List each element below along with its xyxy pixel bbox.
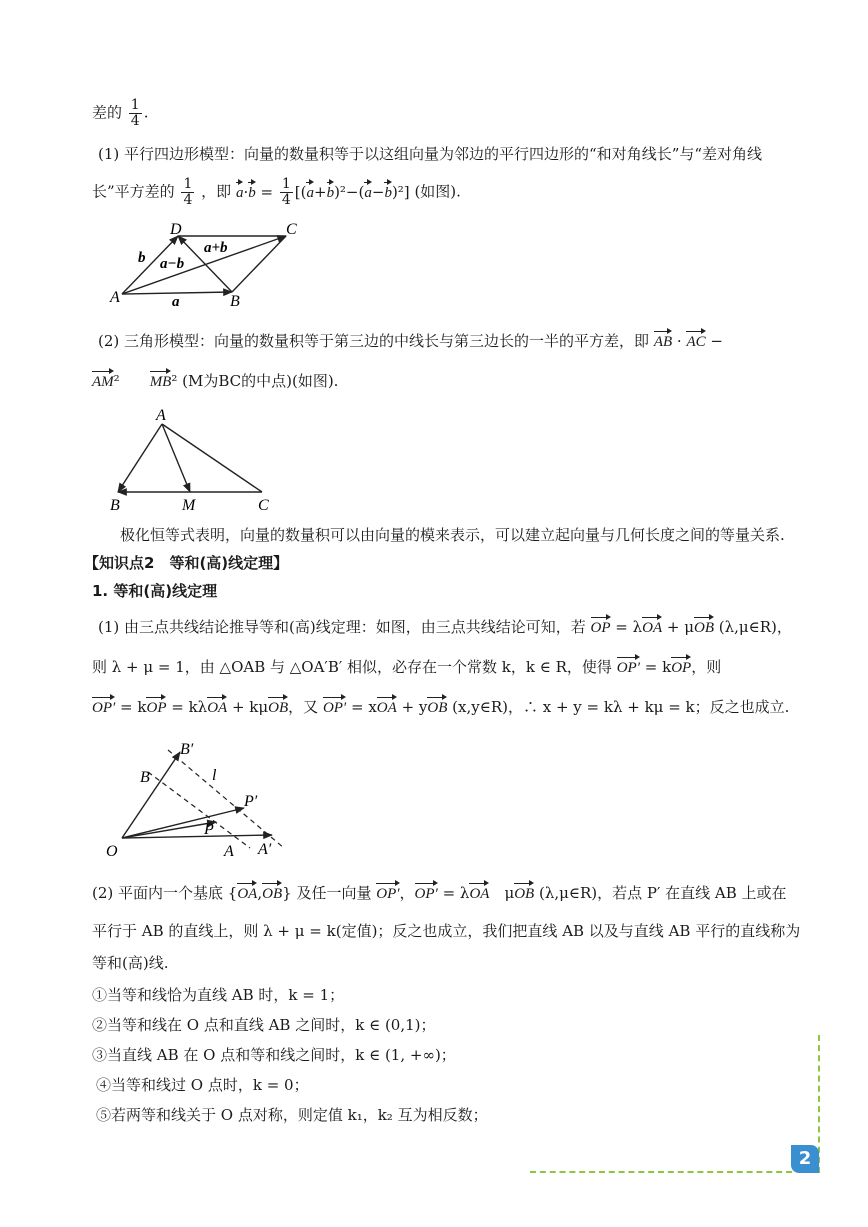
list-item: ①当等和线恰为直线 AB 时，k = 1； bbox=[92, 986, 345, 1004]
polarization-formula: a·b = $\frac{1}{4}$ [(a+b)²−(a−b)²] bbox=[235, 176, 415, 208]
equal-sum-line-figure bbox=[104, 736, 294, 862]
para4-line1: (2) 平面内一个基底 {OA,OB} 及任一向量 OP′，OP′ = λOA μOB (λ,μ∈R)，若点 P′ 在直线 AB 上或在 bbox=[92, 882, 787, 905]
intro-line: 差的 $\frac{1}{4}$ . bbox=[92, 97, 149, 129]
para3-line2: 则 λ + μ = 1，由 △OAB 与 △OA′B′ 相似，必存在一个常数 k，k ∈ R，使得 OP′ = kOP，则 bbox=[92, 656, 721, 679]
label-a-minus-b: a−b bbox=[160, 256, 185, 272]
label-B: B bbox=[110, 497, 120, 514]
page-number: 2 bbox=[791, 1145, 819, 1173]
label-B: B bbox=[230, 293, 240, 308]
list-item: ②当等和线在 O 点和直线 AB 之间时，k ∈ (0,1)； bbox=[92, 1016, 436, 1034]
label-D: D bbox=[170, 221, 182, 238]
label-a-plus-b: a+b bbox=[204, 240, 228, 256]
label-A: A bbox=[110, 289, 120, 306]
label-B-prime: B′ bbox=[180, 741, 194, 758]
label-l: l bbox=[212, 767, 217, 784]
triangle-figure bbox=[106, 404, 276, 516]
page-border-bottom bbox=[530, 1171, 792, 1173]
summary-text: 极化恒等式表明，向量的数量积可以由向量的模来表示，可以建立起向量与几何长度之间的等量关系. bbox=[120, 526, 785, 544]
para3-line3: OP′ = kOP = kλOA + kμOB，又 OP′ = xOA + yOB (x,y∈R)，∴ x + y = kλ + kμ = k；反之也成立. bbox=[92, 696, 789, 719]
label-b: b bbox=[138, 250, 146, 266]
para3-line1: (1) 由三点共线结论推导等和(高)线定理：如图，由三点共线结论可知，若 OP = λOA + μOB (λ,μ∈R)， bbox=[98, 616, 792, 639]
label-a: a bbox=[172, 294, 180, 308]
subsection-heading: 1. 等和(高)线定理 bbox=[92, 582, 218, 600]
para4-line2: 平行于 AB 的直线上，则 λ + μ = k(定值)；反之也成立，我们把直线 AB 以及与直线 AB 平行的直线称为 bbox=[92, 922, 801, 940]
list-item: ③当直线 AB 在 O 点和等和线之间时，k ∈ (1, +∞)； bbox=[92, 1046, 456, 1064]
label-A: A bbox=[224, 843, 234, 860]
label-C: C bbox=[258, 497, 269, 514]
para1-line1: (1) 平行四边形模型：向量的数量积等于以这组向量为邻边的平行四边形的“和对角线长”与“差对角线 bbox=[98, 145, 763, 163]
list-item: ⑤若两等和线关于 O 点对称，则定值 k₁，k₂ 互为相反数； bbox=[96, 1106, 488, 1124]
para4-line3: 等和(高)线. bbox=[92, 954, 169, 972]
section-heading: 【知识点2 等和(高)线定理】 bbox=[84, 554, 289, 572]
para1-line2: 长”平方差的 $\frac{1}{4}$ ，即 a·b = $\frac{1}{4}$ [(a+b)²−(a−b)²] (如图). bbox=[92, 176, 461, 208]
label-P-prime: P′ bbox=[244, 793, 258, 810]
para2-line2: AM² MB² (M为BC的中点)(如图). bbox=[92, 370, 338, 393]
label-B: B bbox=[140, 769, 150, 786]
parallelogram-figure bbox=[108, 216, 308, 308]
fraction-quarter: $\frac{1}{4}$ bbox=[130, 97, 140, 129]
list-item: ④当等和线过 O 点时，k = 0； bbox=[96, 1076, 309, 1094]
label-M: M bbox=[182, 497, 196, 514]
label-C: C bbox=[286, 221, 297, 238]
label-O: O bbox=[106, 843, 118, 860]
label-A-prime: A′ bbox=[258, 841, 272, 858]
para2-line1: (2) 三角形模型：向量的数量积等于第三边的中线长与第三边长的一半的平方差，即 AB · AC − bbox=[98, 330, 723, 353]
label-P: P bbox=[204, 821, 214, 838]
label-A: A bbox=[156, 407, 166, 424]
